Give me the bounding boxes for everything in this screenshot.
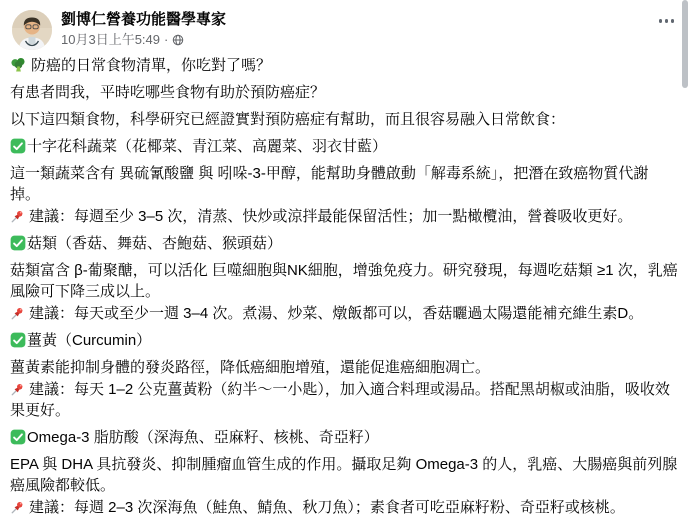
timestamp[interactable]: 10月3日上午5:49 — [61, 32, 160, 47]
post-paragraph — [10, 55, 678, 76]
section-tip-text: 建議：每天或至少一週 3–4 次。煮湯、炒菜、燉飯都可以，香菇曬過太陽還能補充維生素D。 — [29, 305, 644, 322]
pushpin-icon — [10, 500, 25, 514]
post-content — [0, 52, 692, 514]
section-body — [10, 454, 678, 514]
section-tip — [10, 379, 678, 421]
paragraph-text: 以下這四類食物，科學研究已經證實對預防癌症有幫助，而且很容易融入日常飲食： — [10, 111, 566, 128]
post-paragraph — [10, 82, 678, 103]
section-body-text: 薑黃素能抑制身體的發炎路徑，降低癌細胞增殖，還能促進癌細胞凋亡。 — [10, 359, 491, 376]
section-title-text: 菇類（香菇、舞菇、杏鮑菇、猴頭菇） — [27, 235, 283, 252]
header-text — [61, 10, 676, 48]
globe-icon — [172, 34, 184, 46]
post-meta — [61, 31, 676, 48]
post-header — [0, 0, 692, 52]
avatar[interactable] — [12, 10, 52, 50]
pushpin-icon — [10, 209, 25, 224]
pushpin-icon — [10, 306, 25, 321]
paragraph-text: 防癌的日常食物清單，你吃對了嗎？ — [31, 57, 272, 74]
paragraph-text: 有患者問我，平時吃哪些食物有助於預防癌症？ — [10, 84, 326, 101]
avatar-photo — [12, 10, 52, 50]
meta-separator: · — [164, 32, 169, 47]
section-title-text: 薑黃（Curcumin） — [27, 332, 152, 349]
section-tip-text: 建議：每天 1–2 公克薑黃粉（約半～一小匙），加入適合料理或湯品。搭配黑胡椒或油脂，吸收效果更好。 — [10, 381, 670, 419]
section-body — [10, 357, 678, 421]
section-tip-text: 建議：每週 2–3 次深海魚（鮭魚、鯖魚、秋刀魚）；素食者可吃亞麻籽粉、奇亞籽或核桃。 — [29, 499, 625, 514]
section-title-text: 十字花科蔬菜（花椰菜、青江菜、高麗菜、羽衣甘藍） — [27, 138, 388, 155]
more-options-icon — [659, 19, 663, 23]
check-icon — [10, 138, 26, 154]
section-title — [10, 136, 678, 157]
check-icon — [10, 235, 26, 251]
section-title — [10, 233, 678, 254]
section-body — [10, 260, 678, 324]
section-title — [10, 330, 678, 351]
author-name[interactable]: 劉博仁營養功能醫學專家 — [61, 11, 227, 28]
section-tip-text: 建議：每週至少 3–5 次，清蒸、快炒或涼拌最能保留活性；加一點橄欖油，營養吸收更好。 — [29, 208, 633, 225]
more-options-button[interactable] — [657, 13, 677, 29]
section-body-text: EPA 與 DHA 具抗發炎、抑制腫瘤血管生成的作用。攝取足夠 Omega-3 的人，乳癌、大腸癌與前列腺癌風險都較低。 — [10, 456, 678, 494]
check-icon — [10, 429, 26, 445]
section-body-text: 這一類蔬菜含有 異硫氰酸鹽 與 吲哚-3-甲醇，能幫助身體啟動「解毒系統」，把潛在致癌物質代謝掉。 — [10, 165, 649, 203]
scrollbar-thumb[interactable] — [682, 0, 688, 88]
check-icon — [10, 332, 26, 348]
section-title — [10, 427, 678, 448]
section-title-text: Omega-3 脂肪酸（深海魚、亞麻籽、核桃、奇亞籽） — [27, 429, 379, 446]
section-tip — [10, 303, 678, 324]
post-paragraph — [10, 109, 678, 130]
section-body-text: 菇類富含 β-葡聚醣，可以活化 巨噬細胞與NK細胞，增強免疫力。研究發現，每週吃菇類 ≥1 次，乳癌風險可下降三成以上。 — [10, 262, 678, 300]
section-tip — [10, 206, 678, 227]
section-tip — [10, 497, 678, 514]
section-body — [10, 163, 678, 227]
broccoli-icon — [10, 56, 27, 73]
pushpin-icon — [10, 382, 25, 397]
